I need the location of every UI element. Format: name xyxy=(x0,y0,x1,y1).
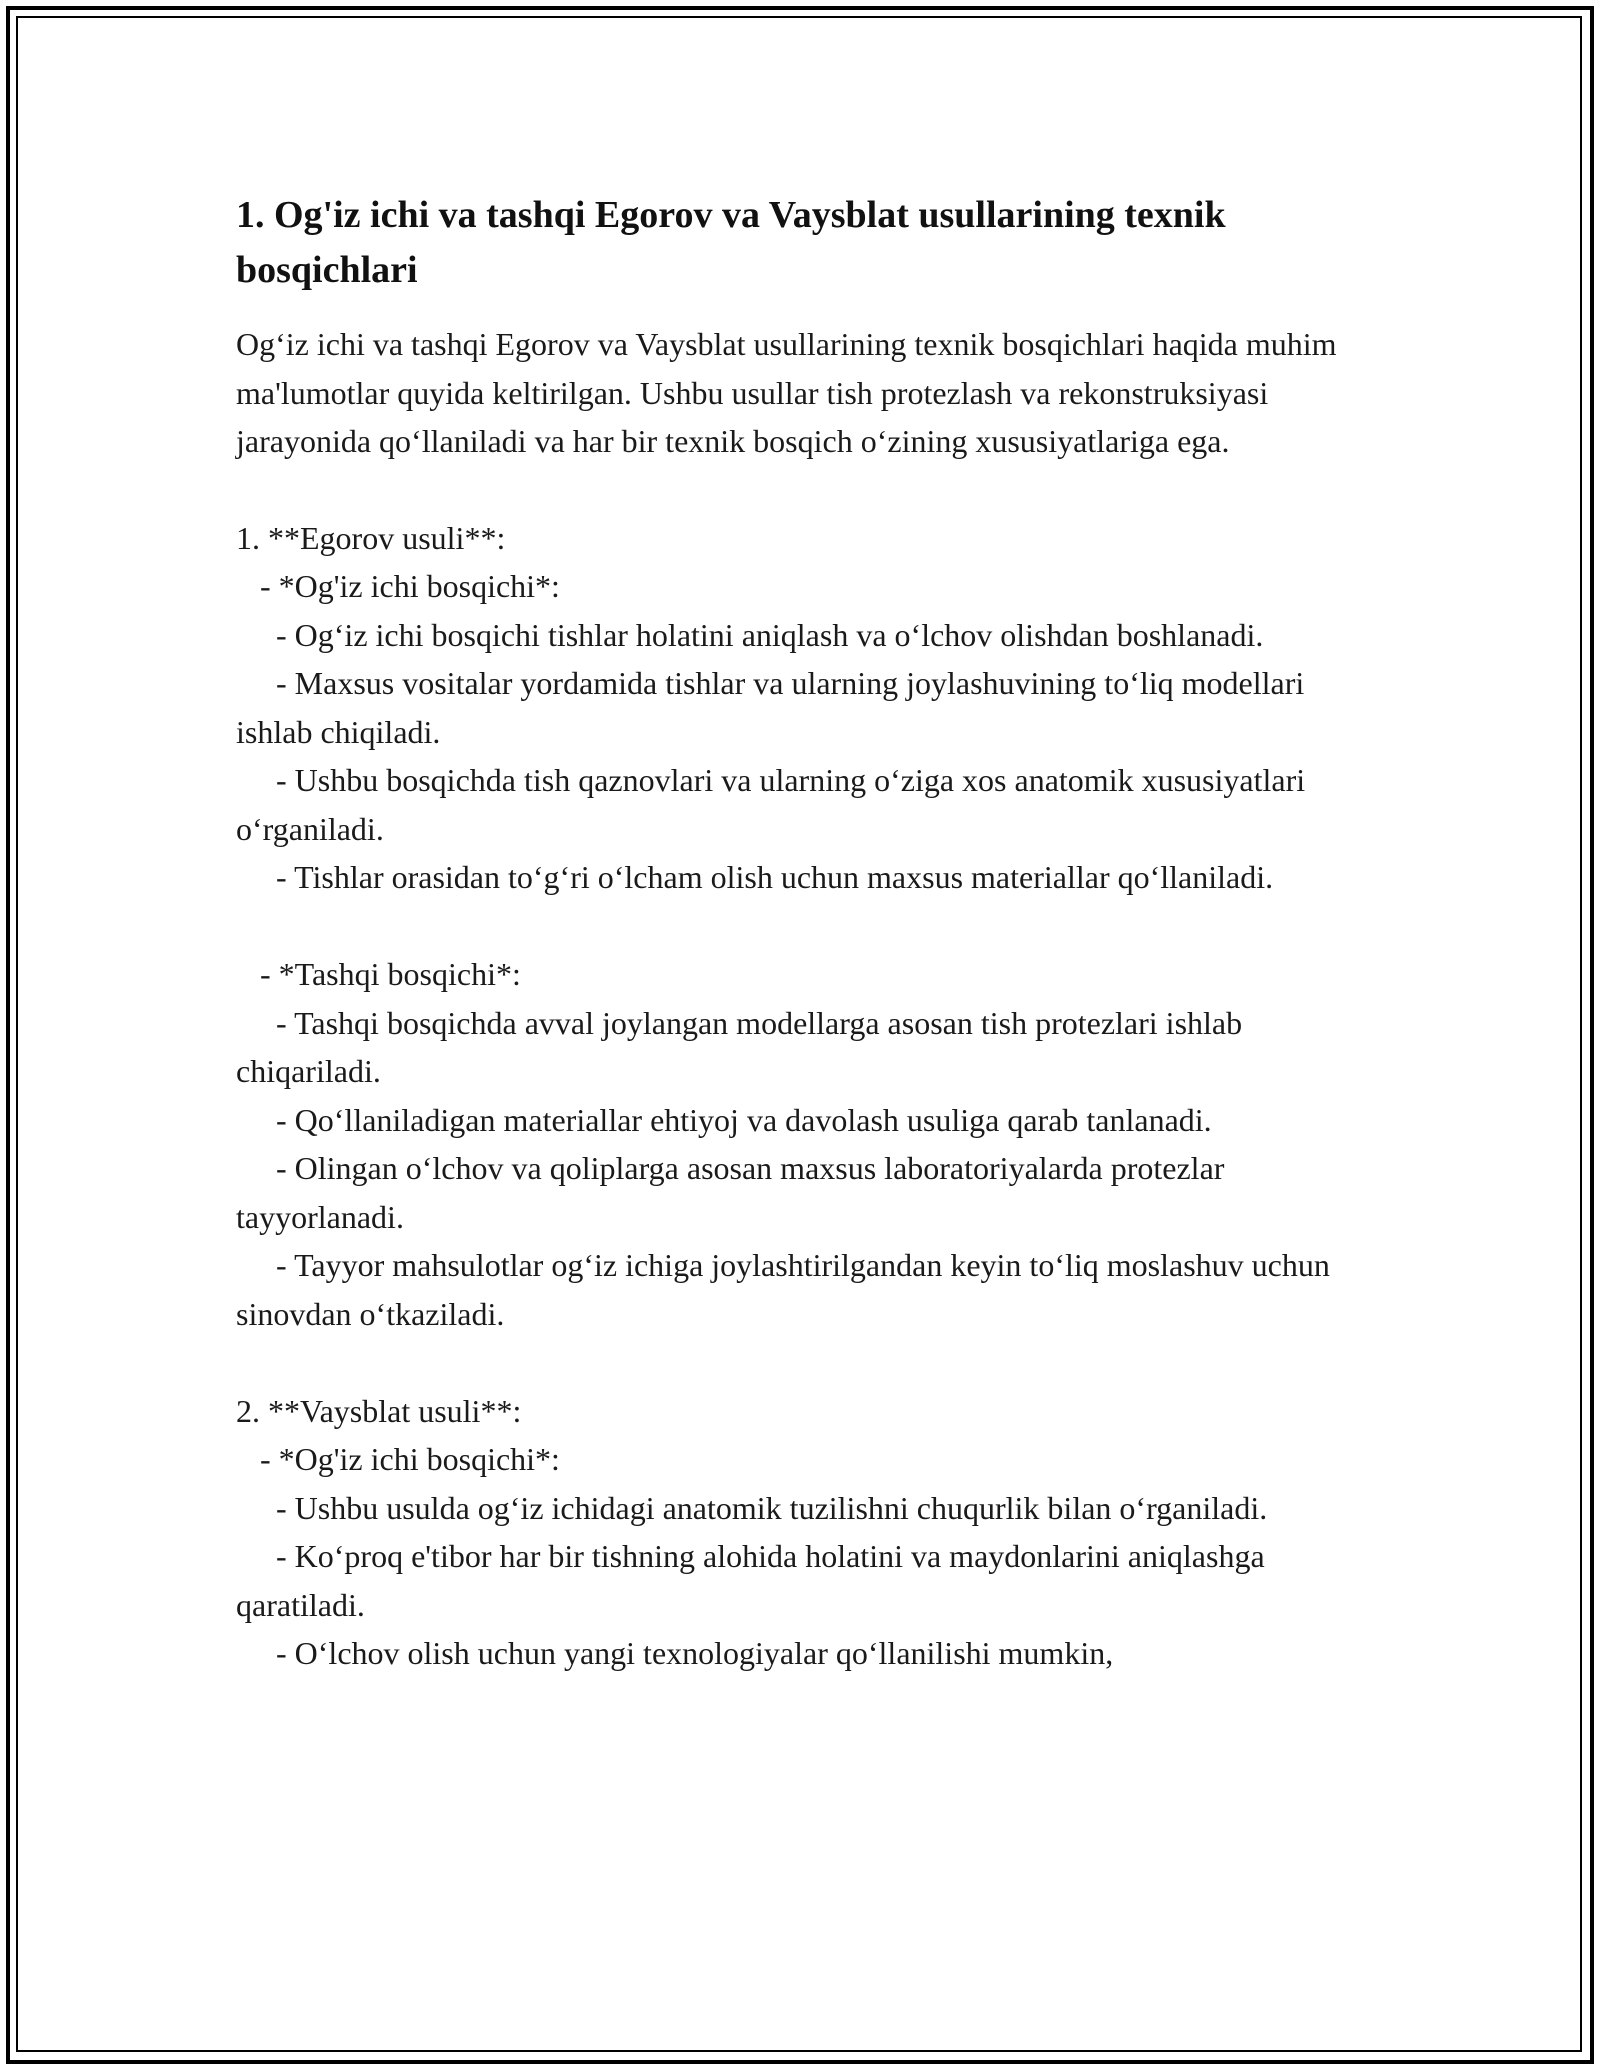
list-item: - Olingan o‘lchov va qoliplarga asosan maxsus laboratoriyalarda protezlar tayyorlanadi. xyxy=(236,1150,1233,1235)
list-item: - Tashqi bosqichda avval joylangan modellarga asosan tish protezlari ishlab chiqariladi. xyxy=(236,1004,1251,1089)
list-item: - Tishlar orasidan to‘g‘ri o‘lcham olish uchun maxsus materiallar qo‘llaniladi. xyxy=(236,859,1274,895)
egorov-inner-title: - *Og'iz ichi bosqichi*: xyxy=(236,568,560,604)
list-item: - Ko‘proq e'tibor har bir tishning alohida holatini va maydonlarini aniqlashga qaratiladi. xyxy=(236,1538,1273,1623)
list-item: - Tayyor mahsulotlar og‘iz ichiga joylashtirilgandan keyin to‘liq moslashuv uchun sinovdan o‘tkaziladi. xyxy=(236,1247,1338,1332)
list-item: - Og‘iz ichi bosqichi tishlar holatini aniqlash va o‘lchov olishdan boshlanadi. xyxy=(236,616,1264,653)
section-heading: 1. Og'iz ichi va tashqi Egorov va Vaysblat usullarining texnik bosqichlari xyxy=(236,194,1226,291)
spacer xyxy=(236,902,1386,951)
vaysblat-inner-title: - *Og'iz ichi bosqichi*: xyxy=(236,1441,560,1477)
list-item: - Maxsus vositalar yordamida tishlar va ularning joylashuvining to‘liq modellari ishlab chiqiladi. xyxy=(236,665,1313,750)
vaysblat-title: 2. **Vaysblat usuli**: xyxy=(236,1392,522,1429)
list-item: - O‘lchov olish uchun yangi texnologiyalar qo‘llanilishi mumkin, xyxy=(236,1635,1114,1671)
list-item: - Ushbu usulda og‘iz ichidagi anatomik tuzilishni chuqurlik bilan o‘rganiladi. xyxy=(236,1489,1268,1526)
egorov-outer-title: - *Tashqi bosqichi*: xyxy=(236,956,521,992)
list-item: - Qo‘llaniladigan materiallar ehtiyoj va davolash usuliga qarab tanlanadi. xyxy=(236,1101,1212,1138)
egorov-title: 1. **Egorov usuli**: xyxy=(236,519,506,556)
document-body xyxy=(236,188,1386,1678)
list-item: - Ushbu bosqichda tish qaznovlari va ularning o‘ziga xos anatomik xususiyatlari o‘rganiladi. xyxy=(236,762,1314,847)
intro-paragraph: Og‘iz ichi va tashqi Egorov va Vaysblat usullarining texnik bosqichlari haqida muhim ma'lumotlar quyida keltirilgan. Ushbu usullar tish protezlash va rekonstruksiyasi jarayonida qo‘llaniladi va har bir texnik bosqich o‘zining xususiyatlariga ega. xyxy=(236,326,1337,459)
methods-list xyxy=(236,514,1386,1678)
spacer xyxy=(236,1338,1386,1387)
